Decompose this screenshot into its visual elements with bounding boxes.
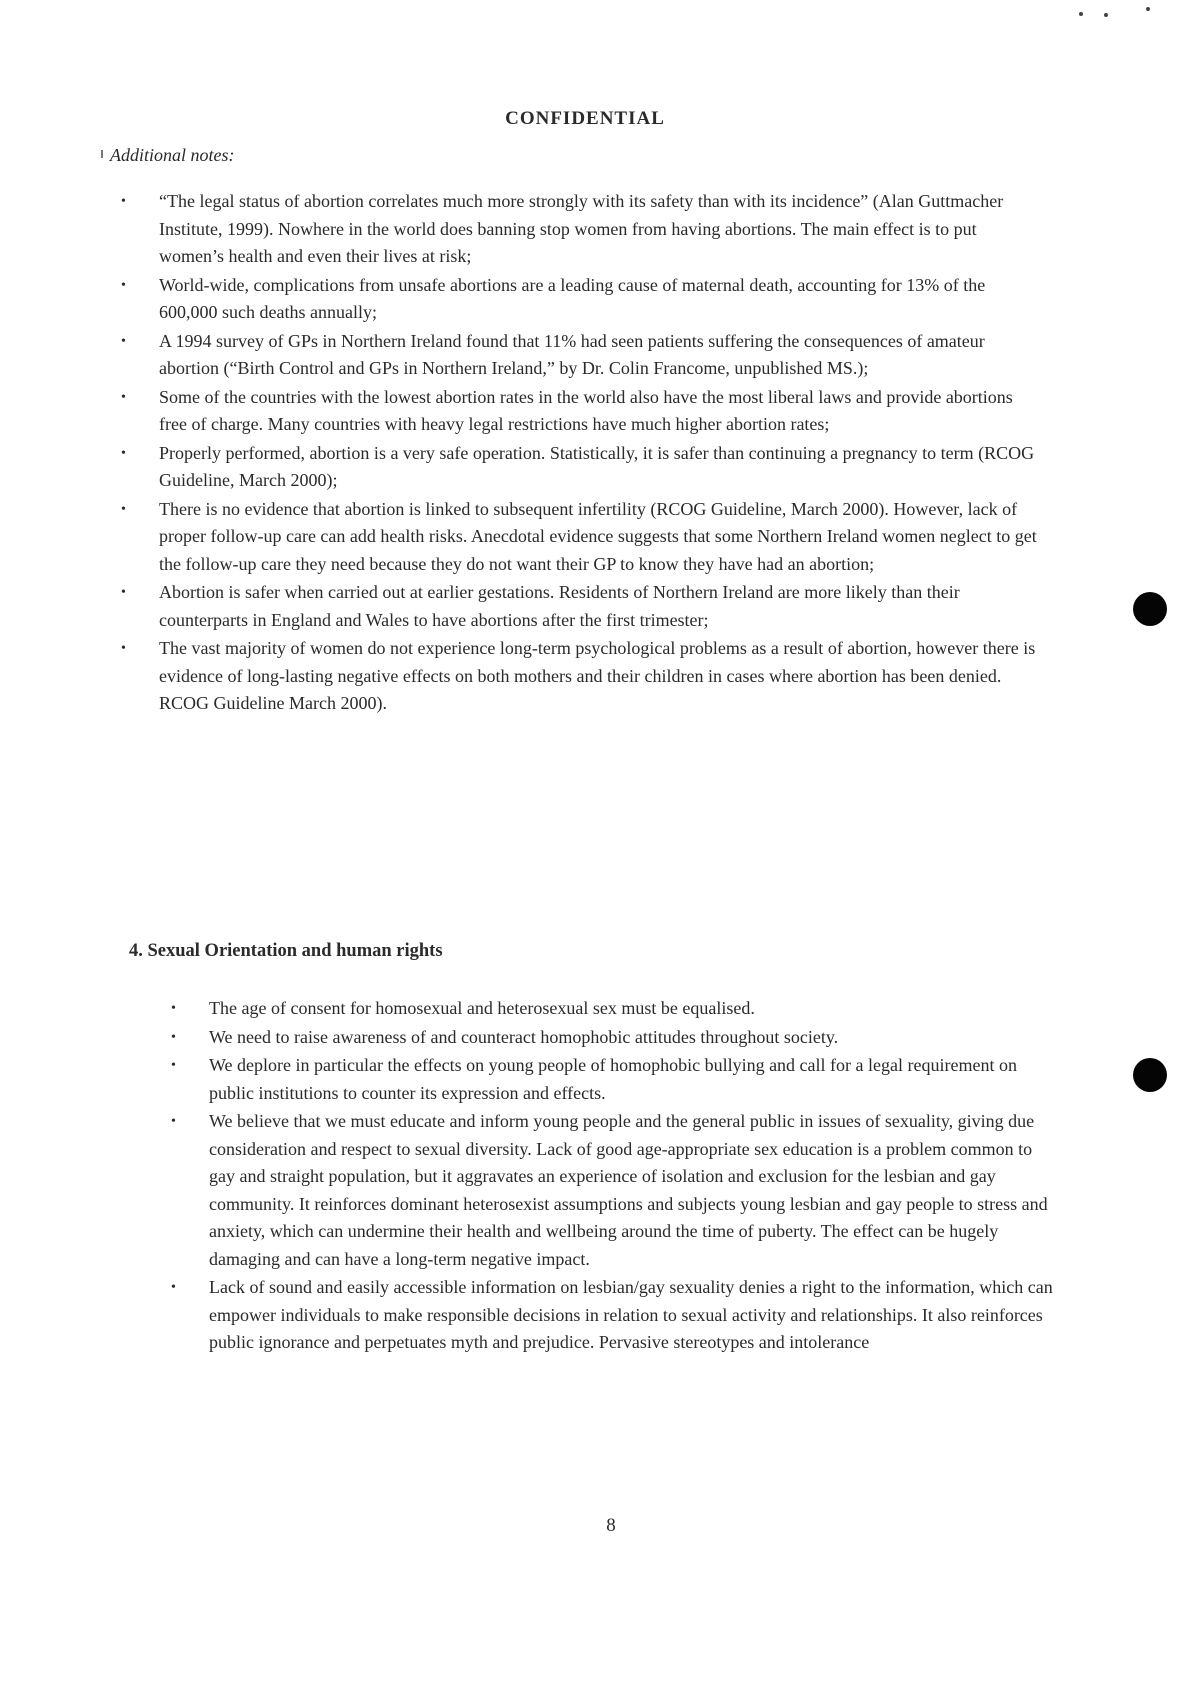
list-item [121,188,1041,271]
list-item-text: The vast majority of women do not experience long-term psychological problems as a result of abortion, however there is evidence of long-lasting negative effects on both mothers and their children in cases where abortion has been denied. RCOG Guideline March 2000). [159,638,1036,713]
bullet-icon: • [121,445,126,461]
bullet-icon: • [171,1058,176,1073]
list-item-text: The age of consent for homosexual and heterosexual sex must be equalised. [209,998,755,1018]
scan-speck [1146,7,1150,11]
list-item-text: Abortion is safer when carried out at earlier gestations. Residents of Northern Ireland are more likely than their counterparts in England and Wales to have abortions after the first trimester; [159,582,960,630]
sexual-orientation-list [171,995,1059,1358]
list-item-text: We deplore in particular the effects on young people of homophobic bullying and call for a legal requirement on public institutions to counter its expression and effects. [209,1055,1017,1103]
bullet-icon: • [171,1280,176,1295]
confidential-header: CONFIDENTIAL [505,108,665,129]
bullet-icon: • [121,333,126,349]
list-item-text: “The legal status of abortion correlates much more strongly with its safety than with its incidence” (Alan Guttmacher Institute, 1999). Nowhere in the world does banning stop women from having abortions. The main effect is to put women’s health and even their lives at risk; [159,191,1004,266]
list-item [121,440,1041,495]
list-item [121,384,1041,439]
list-item [121,635,1041,718]
bullet-icon: • [121,389,126,405]
page-number: 8 [606,1515,616,1536]
list-item [171,995,1059,1023]
list-item [121,272,1041,327]
punch-hole [1133,592,1167,626]
list-item-text: Lack of sound and easily accessible information on lesbian/gay sexuality denies a right to the information, which can empower individuals to make responsible decisions in relation to sexual activity and relationships. It also reinforces public ignorance and perpetuates myth and prejudice. Pervasive stereotypes and intolerance [209,1277,1053,1352]
list-item [171,1108,1059,1273]
scan-mark [101,150,103,158]
list-item-text: A 1994 survey of GPs in Northern Ireland found that 11% had seen patients suffering the consequences of amateur abortion (“Birth Control and GPs in Northern Ireland,” by Dr. Colin Francome, unpublished MS.); [159,330,985,378]
bullet-icon: • [171,1114,176,1129]
list-item-text: We believe that we must educate and inform young people and the general public in issues of sexuality, giving due consideration and respect to sexual diversity. Lack of good age-appropriate sex education is a problem common to gay and straight population, but it aggravates an experience of isolation and exclusion for the lesbian and gay community. It reinforces dominant heterosexist assumptions and subjects young lesbian and gay people to stress and anxiety, which can undermine their health and wellbeing around the time of puberty. The effect can be hugely damaging and can have a long-term negative impact. [209,1111,1048,1269]
list-item [121,328,1041,383]
bullet-icon: • [171,1001,176,1016]
additional-notes-label: Additional notes: [110,145,235,165]
bullet-icon: • [121,501,126,517]
list-item [121,496,1041,579]
section-heading: 4. Sexual Orientation and human rights [129,941,443,961]
scan-speck [1104,13,1108,17]
list-item-text: We need to raise awareness of and counteract homophobic attitudes throughout society. [209,1026,839,1047]
list-item [171,1052,1059,1107]
list-item [171,1274,1059,1357]
list-item-text: World-wide, complications from unsafe abortions are a leading cause of maternal death, accounting for 13% of the 600,000 such deaths annually; [159,274,986,322]
punch-hole [1133,1058,1167,1092]
bullet-icon: • [171,1029,176,1045]
bullet-icon: • [121,277,126,293]
list-item [171,1024,1059,1052]
additional-notes-list [121,188,1041,719]
bullet-icon: • [121,585,126,600]
list-item-text: Some of the countries with the lowest abortion rates in the world also have the most liberal laws and provide abortions free of charge. Many countries with heavy legal restrictions have much higher abortion rates; [159,386,1013,434]
list-item-text: There is no evidence that abortion is linked to subsequent infertility (RCOG Guideline, March 2000). However, lack of proper follow-up care can add health risks. Anecdotal evidence suggests that some Northern Ireland women neglect to get the follow-up care they need because they do not want their GP to know they have had an abortion; [159,498,1037,574]
bullet-icon: • [121,641,126,656]
scan-speck [1079,12,1083,16]
bullet-icon: • [121,194,126,209]
list-item-text: Properly performed, abortion is a very safe operation. Statistically, it is safer than continuing a pregnancy to term (RCOG Guideline, March 2000); [159,442,1035,490]
list-item [121,579,1041,634]
